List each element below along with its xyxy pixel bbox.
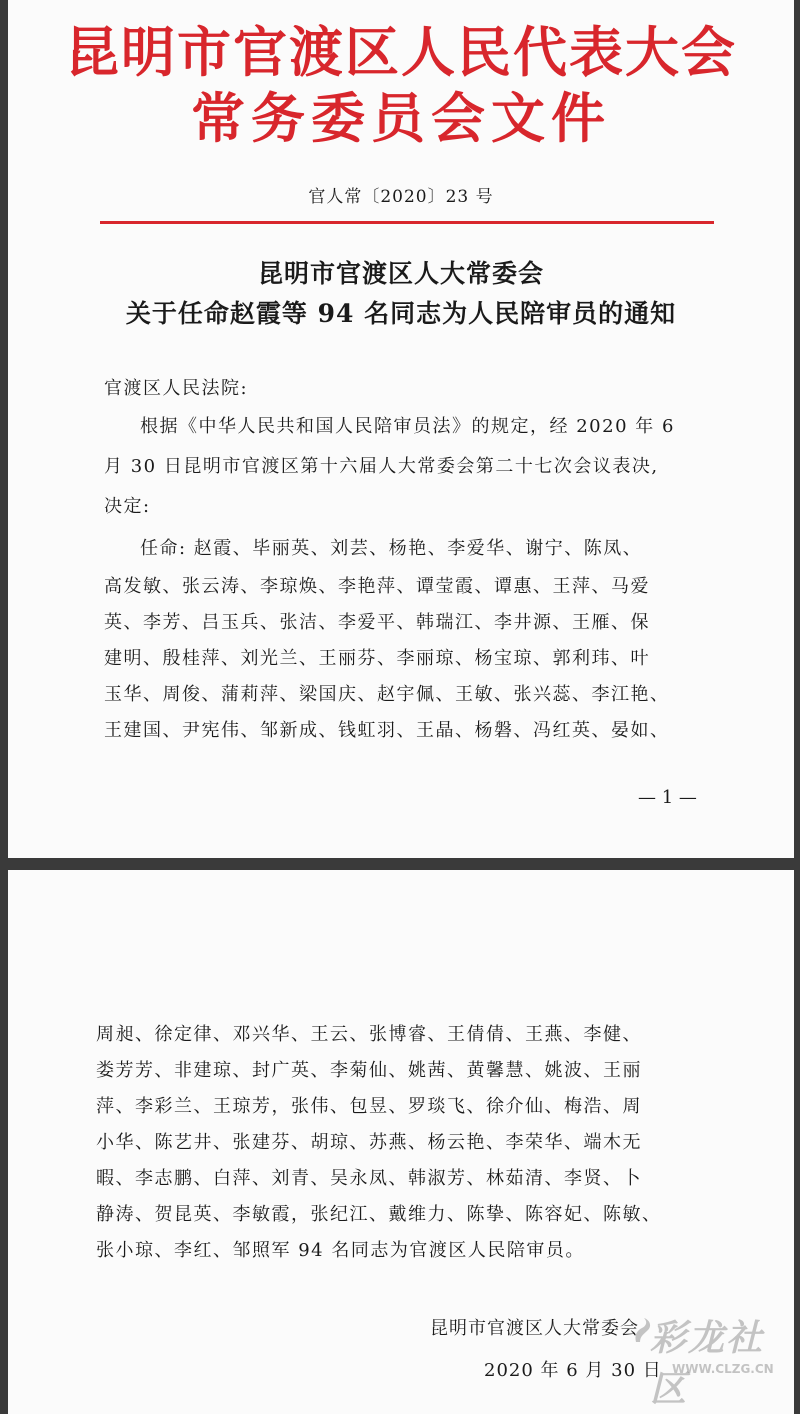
paragraph-line: 根据《中华人民共和国人民陪审员法》的规定，经 2020 年 6: [140, 416, 675, 437]
document-number: 官人常〔2020〕23 号: [308, 187, 494, 207]
notice-title-line-1: 昆明市官渡区人大常委会: [257, 259, 544, 288]
watermark: [632, 1310, 792, 1410]
notice-title-line-2: 关于任命赵霞等 94 名同志为人民陪审员的通知: [125, 299, 677, 328]
salutation: 官渡区人民法院:: [104, 378, 249, 399]
watermark-url: WWW.CLZG.CN: [672, 1362, 774, 1376]
header-title-line-2: 常务委员会文件: [191, 86, 611, 150]
watermark-text: 彩龙社区: [650, 1317, 765, 1410]
header-title-line-1: 昆明市官渡区人民代表大会: [65, 20, 737, 84]
names-line: 王建国、尹宪伟、邹新成、钱虹羽、王晶、杨磐、冯红英、晏如、: [104, 720, 670, 741]
paragraph-line: 月 30 日昆明市官渡区第十六届人大常委会第二十七次会议表决,: [104, 456, 659, 477]
signature-date: 2020 年 6 月 30 日: [484, 1360, 662, 1381]
names-line: 静涛、贺昆英、李敏霞，张纪江、戴维力、陈挚、陈容妃、陈敏、: [96, 1204, 662, 1225]
red-divider: [100, 221, 714, 224]
names-line: 周昶、徐定律、邓兴华、王云、张博睿、王倩倩、王燕、李健、: [96, 1024, 642, 1045]
names-line: 英、李芳、吕玉兵、张洁、李爱平、韩瑞江、李井源、王雁、保: [104, 612, 650, 633]
names-line: 建明、殷桂萍、刘光兰、王丽芬、李丽琼、杨宝琼、郭利玮、叶: [104, 648, 650, 669]
names-line: 高发敏、张云涛、李琼焕、李艳萍、谭莹霞、谭惠、王萍、马爱: [104, 576, 650, 597]
names-line: 暇、李志鹏、白萍、刘青、吴永凤、韩淑芳、林茹清、李贤、卜: [96, 1168, 642, 1189]
signature-organization: 昆明市官渡区人大常委会: [430, 1318, 639, 1339]
names-line: 小华、陈艺井、张建芬、胡琼、苏燕、杨云艳、李荣华、端木无: [96, 1132, 642, 1153]
document-page-1: [8, 0, 794, 858]
names-line: 张小琼、李红、邹照军 94 名同志为官渡区人民陪审员。: [96, 1240, 585, 1261]
paragraph-line: 决定:: [104, 496, 151, 517]
dragon-logo-icon: [632, 1316, 652, 1344]
page-number: — 1 —: [638, 787, 697, 808]
names-line: 萍、李彩兰、王琼芳，张伟、包昱、罗琰飞、徐介仙、梅浩、周: [96, 1096, 642, 1117]
names-line: 娄芳芳、非建琼、封广英、李菊仙、姚茜、黄馨慧、姚波、王丽: [96, 1060, 642, 1081]
names-line: 玉华、周俊、蒲莉萍、梁国庆、赵宇佩、王敏、张兴蕊、李江艳、: [104, 684, 670, 705]
names-line: 任命: 赵霞、毕丽英、刘芸、杨艳、李爱华、谢宁、陈凤、: [140, 538, 643, 559]
